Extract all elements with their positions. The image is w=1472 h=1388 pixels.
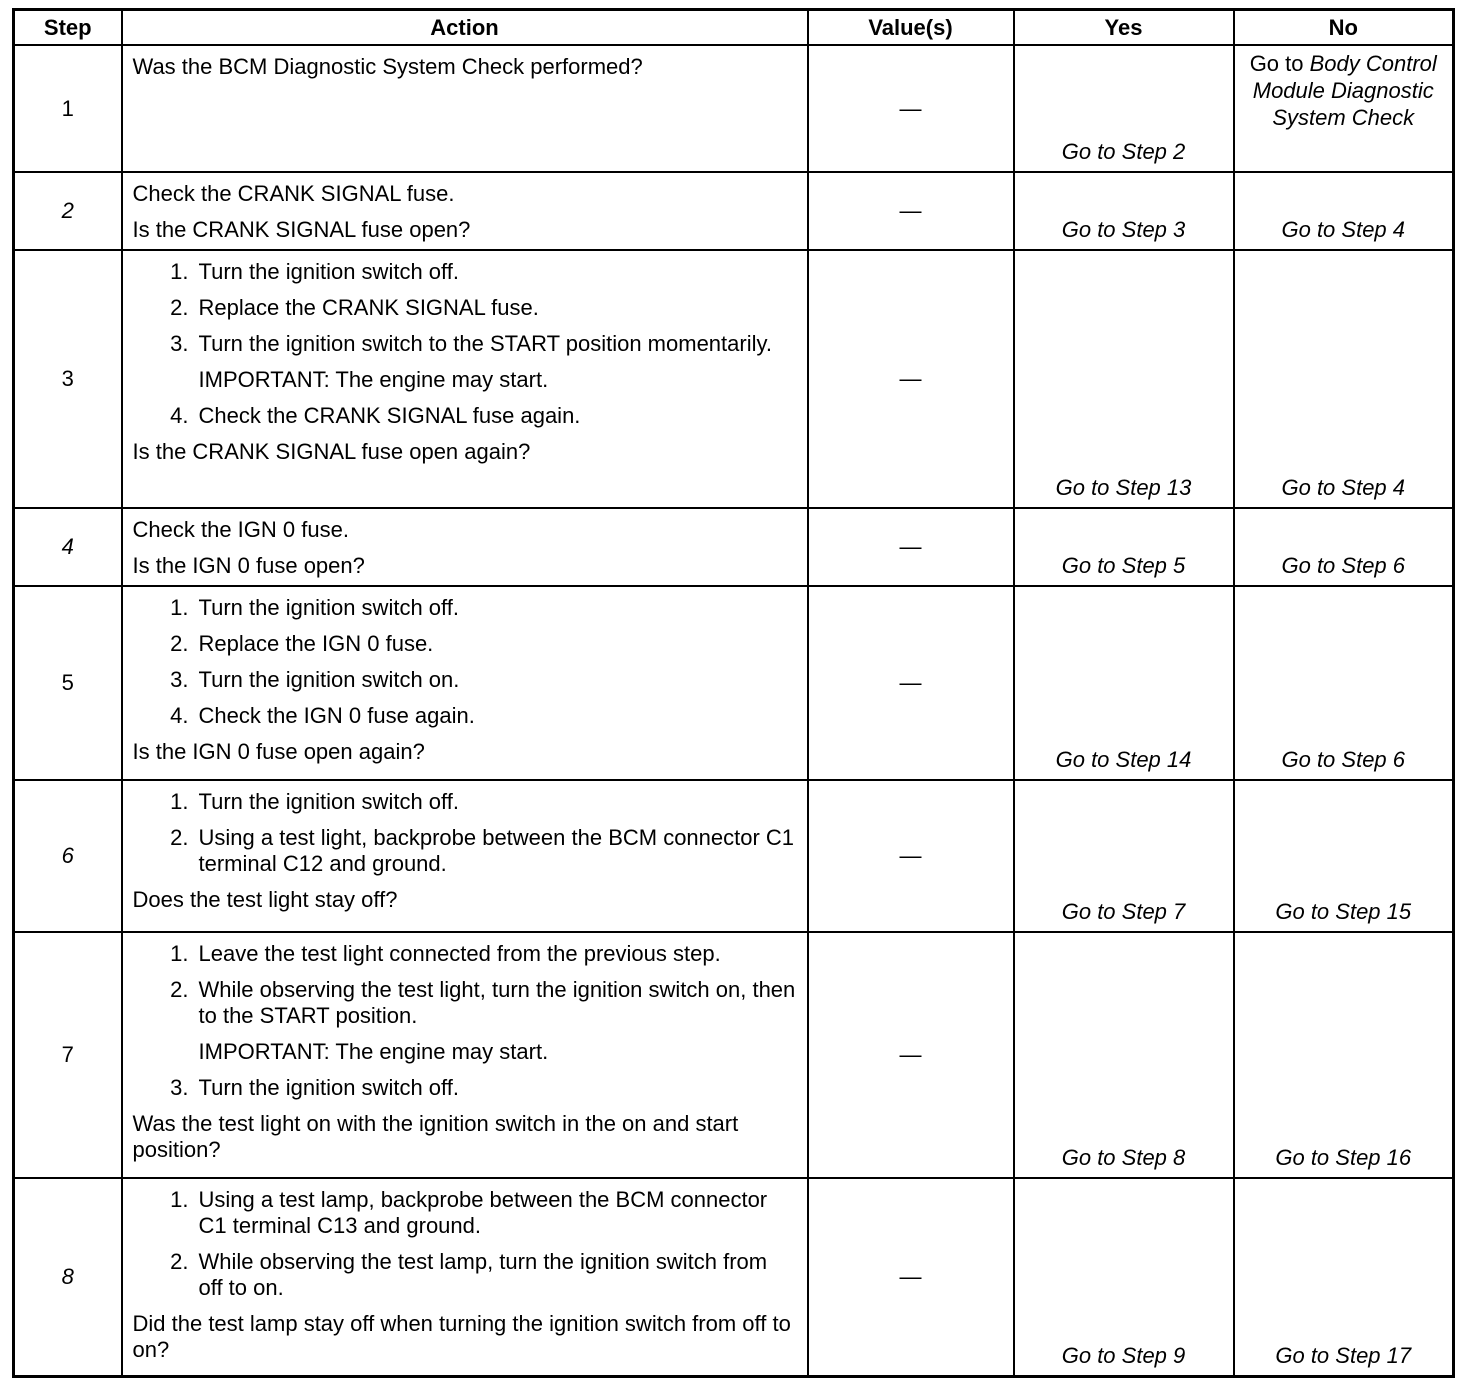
action-cell xyxy=(122,172,808,250)
no-cell: Go to Step 17 xyxy=(1234,1178,1454,1376)
diagnostic-table xyxy=(12,8,1455,1378)
action-cell xyxy=(122,250,808,508)
no-cell: Go to Step 6 xyxy=(1234,508,1454,586)
header-no: No xyxy=(1234,10,1454,46)
action-question: Is the IGN 0 fuse open? xyxy=(132,553,365,578)
important-note: IMPORTANT: The engine may start. xyxy=(198,367,549,392)
item-text: Turn the ignition switch off. xyxy=(198,259,459,284)
table-row xyxy=(14,172,1454,250)
item-number: 2. xyxy=(170,977,189,1002)
table-row xyxy=(14,932,1454,1178)
yes-cell: Go to Step 7 xyxy=(1014,780,1234,932)
action-question: Is the CRANK SIGNAL fuse open again? xyxy=(132,439,531,464)
yes-cell: Go to Step 2 xyxy=(1014,45,1234,172)
no-cell: Go to Step 4 xyxy=(1234,250,1454,508)
item-number: 3. xyxy=(170,1075,189,1100)
action-steps xyxy=(133,941,797,1101)
header-values: Value(s) xyxy=(808,10,1014,46)
item-number: 1. xyxy=(170,595,189,620)
no-link: Body Control Module Diagnostic System Check xyxy=(1252,51,1437,130)
list-item xyxy=(133,941,797,967)
list-item xyxy=(133,1249,797,1301)
action-steps xyxy=(133,789,797,877)
yes-cell: Go to Step 3 xyxy=(1014,172,1234,250)
list-item xyxy=(133,631,797,657)
step-number: 3 xyxy=(14,250,122,508)
item-number: 2. xyxy=(170,631,189,656)
list-item xyxy=(133,1187,797,1239)
action-steps xyxy=(133,595,797,729)
table-row xyxy=(14,1178,1454,1376)
no-cell xyxy=(1234,45,1454,172)
action-question: Is the IGN 0 fuse open again? xyxy=(132,739,425,764)
important-note: IMPORTANT: The engine may start. xyxy=(198,1039,549,1064)
item-number: 4. xyxy=(170,403,189,428)
no-prefix: Go to xyxy=(1249,51,1304,76)
step-number: 7 xyxy=(14,932,122,1178)
item-number: 1. xyxy=(170,941,189,966)
action-question: Did the test lamp stay off when turning the ignition switch from off to on? xyxy=(132,1311,791,1362)
step-number: 4 xyxy=(14,508,122,586)
table-row xyxy=(14,586,1454,780)
value-cell: — xyxy=(808,780,1014,932)
action-check: Check the IGN 0 fuse. xyxy=(132,517,349,542)
action-steps xyxy=(133,1187,797,1301)
action-cell xyxy=(122,932,808,1178)
action-question: Is the CRANK SIGNAL fuse open? xyxy=(132,217,471,242)
value-cell: — xyxy=(808,250,1014,508)
step-number: 8 xyxy=(14,1178,122,1376)
item-text: Turn the ignition switch on. xyxy=(198,667,460,692)
value-cell: — xyxy=(808,172,1014,250)
item-text: Check the CRANK SIGNAL fuse again. xyxy=(198,403,581,428)
action-cell xyxy=(122,508,808,586)
item-number: 4. xyxy=(170,703,189,728)
header-yes: Yes xyxy=(1014,10,1234,46)
action-check: Check the CRANK SIGNAL fuse. xyxy=(132,181,455,206)
item-number: 3. xyxy=(170,667,189,692)
item-number: 2. xyxy=(170,1249,189,1274)
list-item xyxy=(133,789,797,815)
item-text: Turn the ignition switch off. xyxy=(198,789,459,814)
value-cell: — xyxy=(808,45,1014,172)
step-number: 6 xyxy=(14,780,122,932)
value-cell: — xyxy=(808,932,1014,1178)
item-number: 2. xyxy=(170,825,189,850)
item-number: 1. xyxy=(170,1187,189,1212)
yes-cell: Go to Step 5 xyxy=(1014,508,1234,586)
list-item xyxy=(133,595,797,621)
action-cell xyxy=(122,586,808,780)
item-number: 1. xyxy=(170,789,189,814)
value-cell: — xyxy=(808,586,1014,780)
header-action: Action xyxy=(122,10,808,46)
item-text: Leave the test light connected from the previous step. xyxy=(198,941,721,966)
item-text: Using a test light, backprobe between the BCM connector C1 terminal C12 and ground. xyxy=(198,825,795,876)
list-item xyxy=(133,825,797,877)
list-item xyxy=(133,403,797,429)
list-item xyxy=(133,331,797,393)
item-text: Using a test lamp, backprobe between the BCM connector C1 terminal C13 and ground. xyxy=(198,1187,768,1238)
no-cell: Go to Step 16 xyxy=(1234,932,1454,1178)
action-cell xyxy=(122,780,808,932)
header-row xyxy=(14,10,1454,46)
table-row xyxy=(14,45,1454,172)
action-question: Was the BCM Diagnostic System Check performed? xyxy=(132,54,643,79)
list-item xyxy=(133,703,797,729)
item-text: While observing the test lamp, turn the ignition switch from off to on. xyxy=(198,1249,768,1300)
action-cell xyxy=(122,45,808,172)
item-text: While observing the test light, turn the ignition switch on, then to the START position. xyxy=(198,977,796,1028)
item-text: Replace the IGN 0 fuse. xyxy=(198,631,434,656)
list-item xyxy=(133,295,797,321)
action-steps xyxy=(133,259,797,429)
no-cell: Go to Step 4 xyxy=(1234,172,1454,250)
yes-cell: Go to Step 13 xyxy=(1014,250,1234,508)
table-row xyxy=(14,508,1454,586)
yes-cell: Go to Step 14 xyxy=(1014,586,1234,780)
list-item xyxy=(133,1075,797,1101)
yes-cell: Go to Step 8 xyxy=(1014,932,1234,1178)
step-number: 2 xyxy=(14,172,122,250)
item-number: 1. xyxy=(170,259,189,284)
value-cell: — xyxy=(808,1178,1014,1376)
item-text: Replace the CRANK SIGNAL fuse. xyxy=(198,295,539,320)
step-number: 1 xyxy=(14,45,122,172)
value-cell: — xyxy=(808,508,1014,586)
list-item xyxy=(133,259,797,285)
list-item xyxy=(133,667,797,693)
yes-cell: Go to Step 9 xyxy=(1014,1178,1234,1376)
item-number: 3. xyxy=(170,331,189,356)
no-cell: Go to Step 6 xyxy=(1234,586,1454,780)
table-row xyxy=(14,780,1454,932)
no-cell: Go to Step 15 xyxy=(1234,780,1454,932)
item-text: Check the IGN 0 fuse again. xyxy=(198,703,475,728)
list-item xyxy=(133,977,797,1065)
action-question: Does the test light stay off? xyxy=(132,887,398,912)
item-text: Turn the ignition switch to the START position momentarily. xyxy=(198,331,772,356)
action-cell xyxy=(122,1178,808,1376)
action-question: Was the test light on with the ignition switch in the on and start position? xyxy=(132,1111,739,1162)
header-step: Step xyxy=(14,10,122,46)
step-number: 5 xyxy=(14,586,122,780)
table-row xyxy=(14,250,1454,508)
item-number: 2. xyxy=(170,295,189,320)
item-text: Turn the ignition switch off. xyxy=(198,595,459,620)
item-text: Turn the ignition switch off. xyxy=(198,1075,459,1100)
